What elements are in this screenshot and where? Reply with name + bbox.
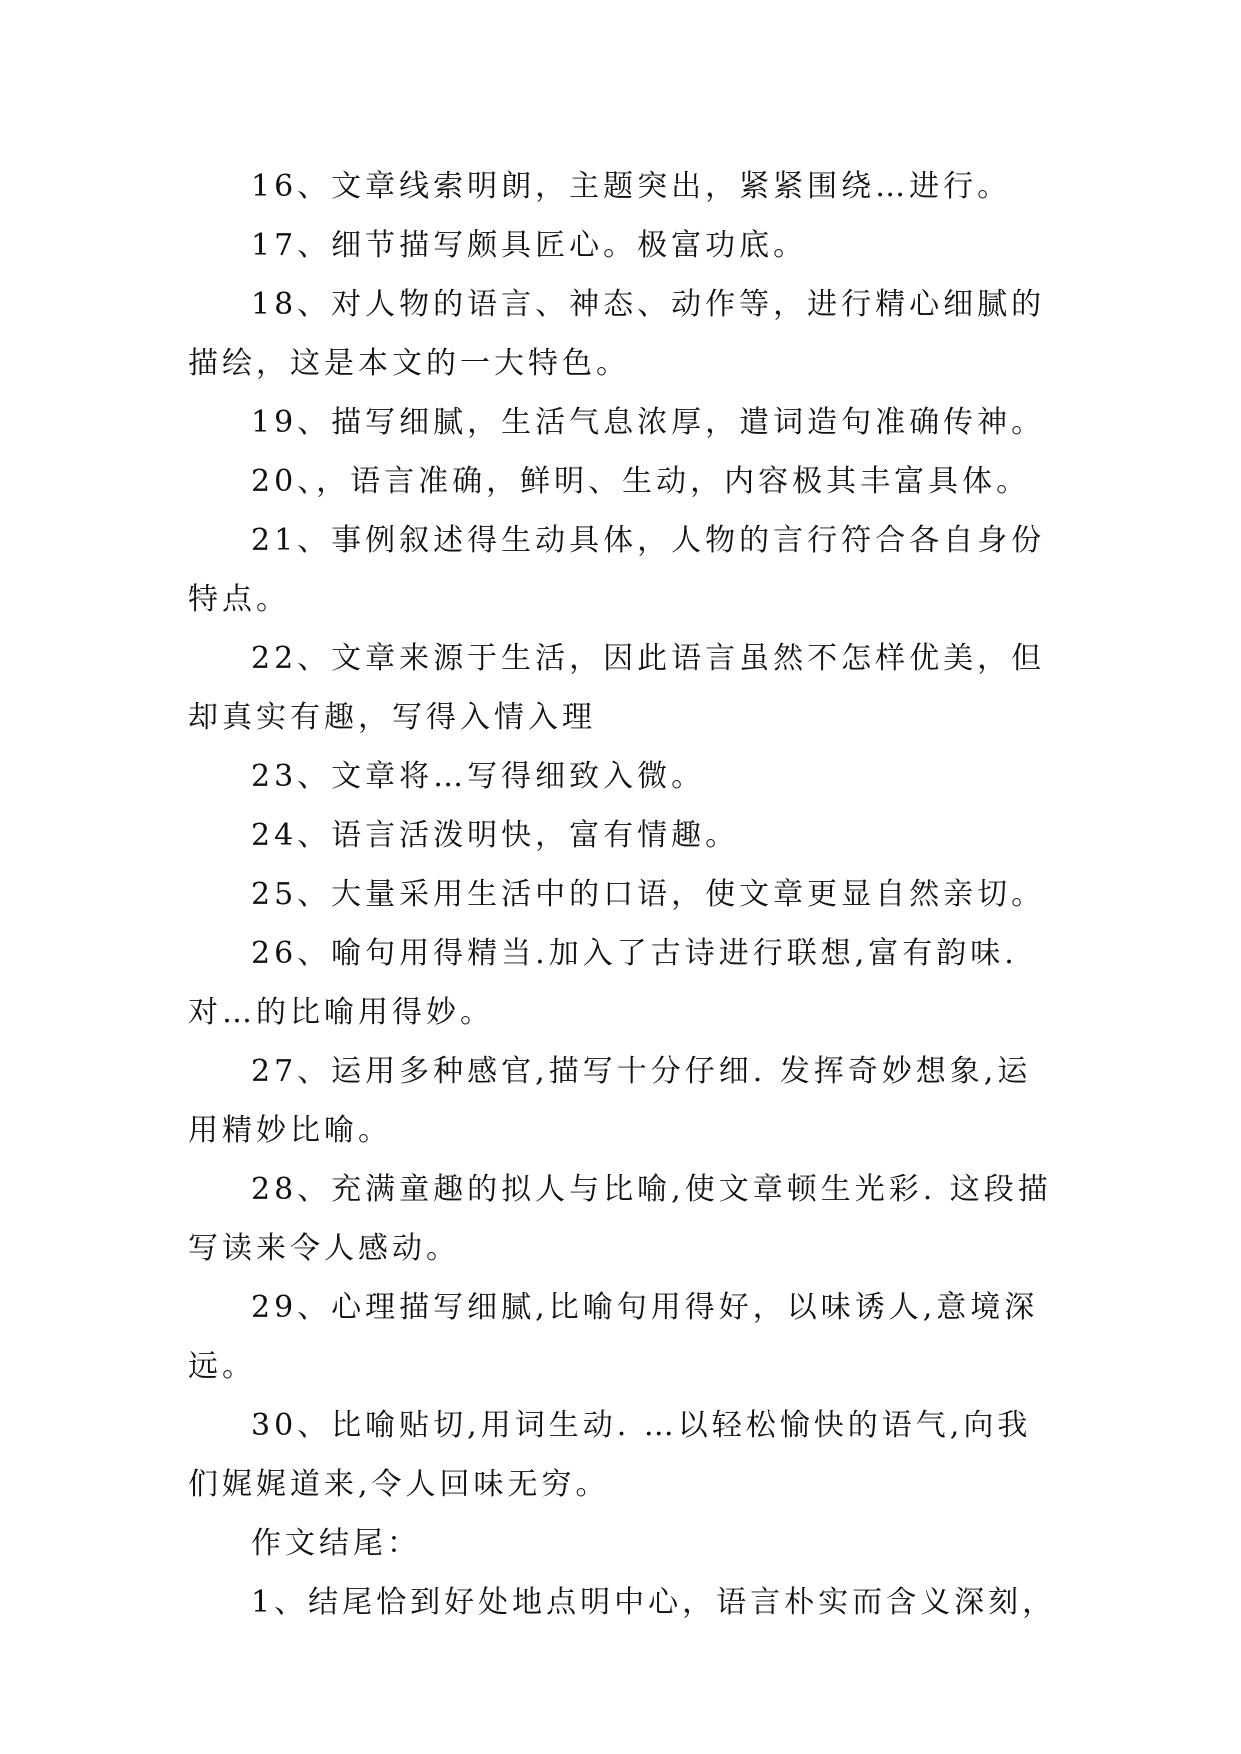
paragraph-21: 21、事例叙述得生动具体，人物的言行符合各自身份特点。 bbox=[188, 523, 1046, 617]
paragraph-23: 23、文章将…写得细致入微。 bbox=[251, 759, 706, 794]
paragraph-27: 27、运用多种感官,描写十分仔细. 发挥奇妙想象,运用精妙比喻。 bbox=[188, 1054, 1032, 1148]
paragraph-26: 26、喻句用得精当.加入了古诗进行联想,富有韵味.对…的比喻用得妙。 bbox=[188, 936, 1018, 1030]
paragraph-20: 20、，语言准确，鲜明、生动，内容极其丰富具体。 bbox=[251, 464, 1031, 499]
paragraph-22: 22、文章来源于生活，因此语言虽然不怎样优美，但却真实有趣，写得入情入理 bbox=[188, 641, 1046, 735]
paragraph-16: 16、文章线索明朗，主题突出，紧紧围绕…进行。 bbox=[251, 169, 1012, 204]
paragraph-28: 28、充满童趣的拟人与比喻,使文章顿生光彩. 这段描写读来令人感动。 bbox=[188, 1172, 1052, 1266]
paragraph-30: 30、比喻贴切,用词生动. …以轻松愉快的语气,向我们娓娓道来,令人回味无穷。 bbox=[188, 1408, 1032, 1502]
paragraph-29: 29、心理描写细腻,比喻句用得好，以味诱人,意境深远。 bbox=[188, 1290, 1039, 1384]
paragraph-19: 19、描写细腻，生活气息浓厚，遣词造句准确传神。 bbox=[251, 405, 1046, 440]
section-heading-ending: 作文结尾： bbox=[251, 1526, 421, 1561]
paragraph-24: 24、语言活泼明快，富有情趣。 bbox=[251, 818, 740, 853]
document-body bbox=[188, 157, 1058, 1632]
paragraph-ending-1: 1、结尾恰到好处地点明中心，语言朴实而含义深刻， bbox=[251, 1585, 1057, 1620]
paragraph-17: 17、细节描写颇具匠心。极富功底。 bbox=[251, 228, 808, 263]
paragraph-25: 25、大量采用生活中的口语，使文章更显自然亲切。 bbox=[251, 877, 1046, 912]
paragraph-18: 18、对人物的语言、神态、动作等，进行精心细腻的描绘，这是本文的一大特色。 bbox=[188, 287, 1046, 381]
